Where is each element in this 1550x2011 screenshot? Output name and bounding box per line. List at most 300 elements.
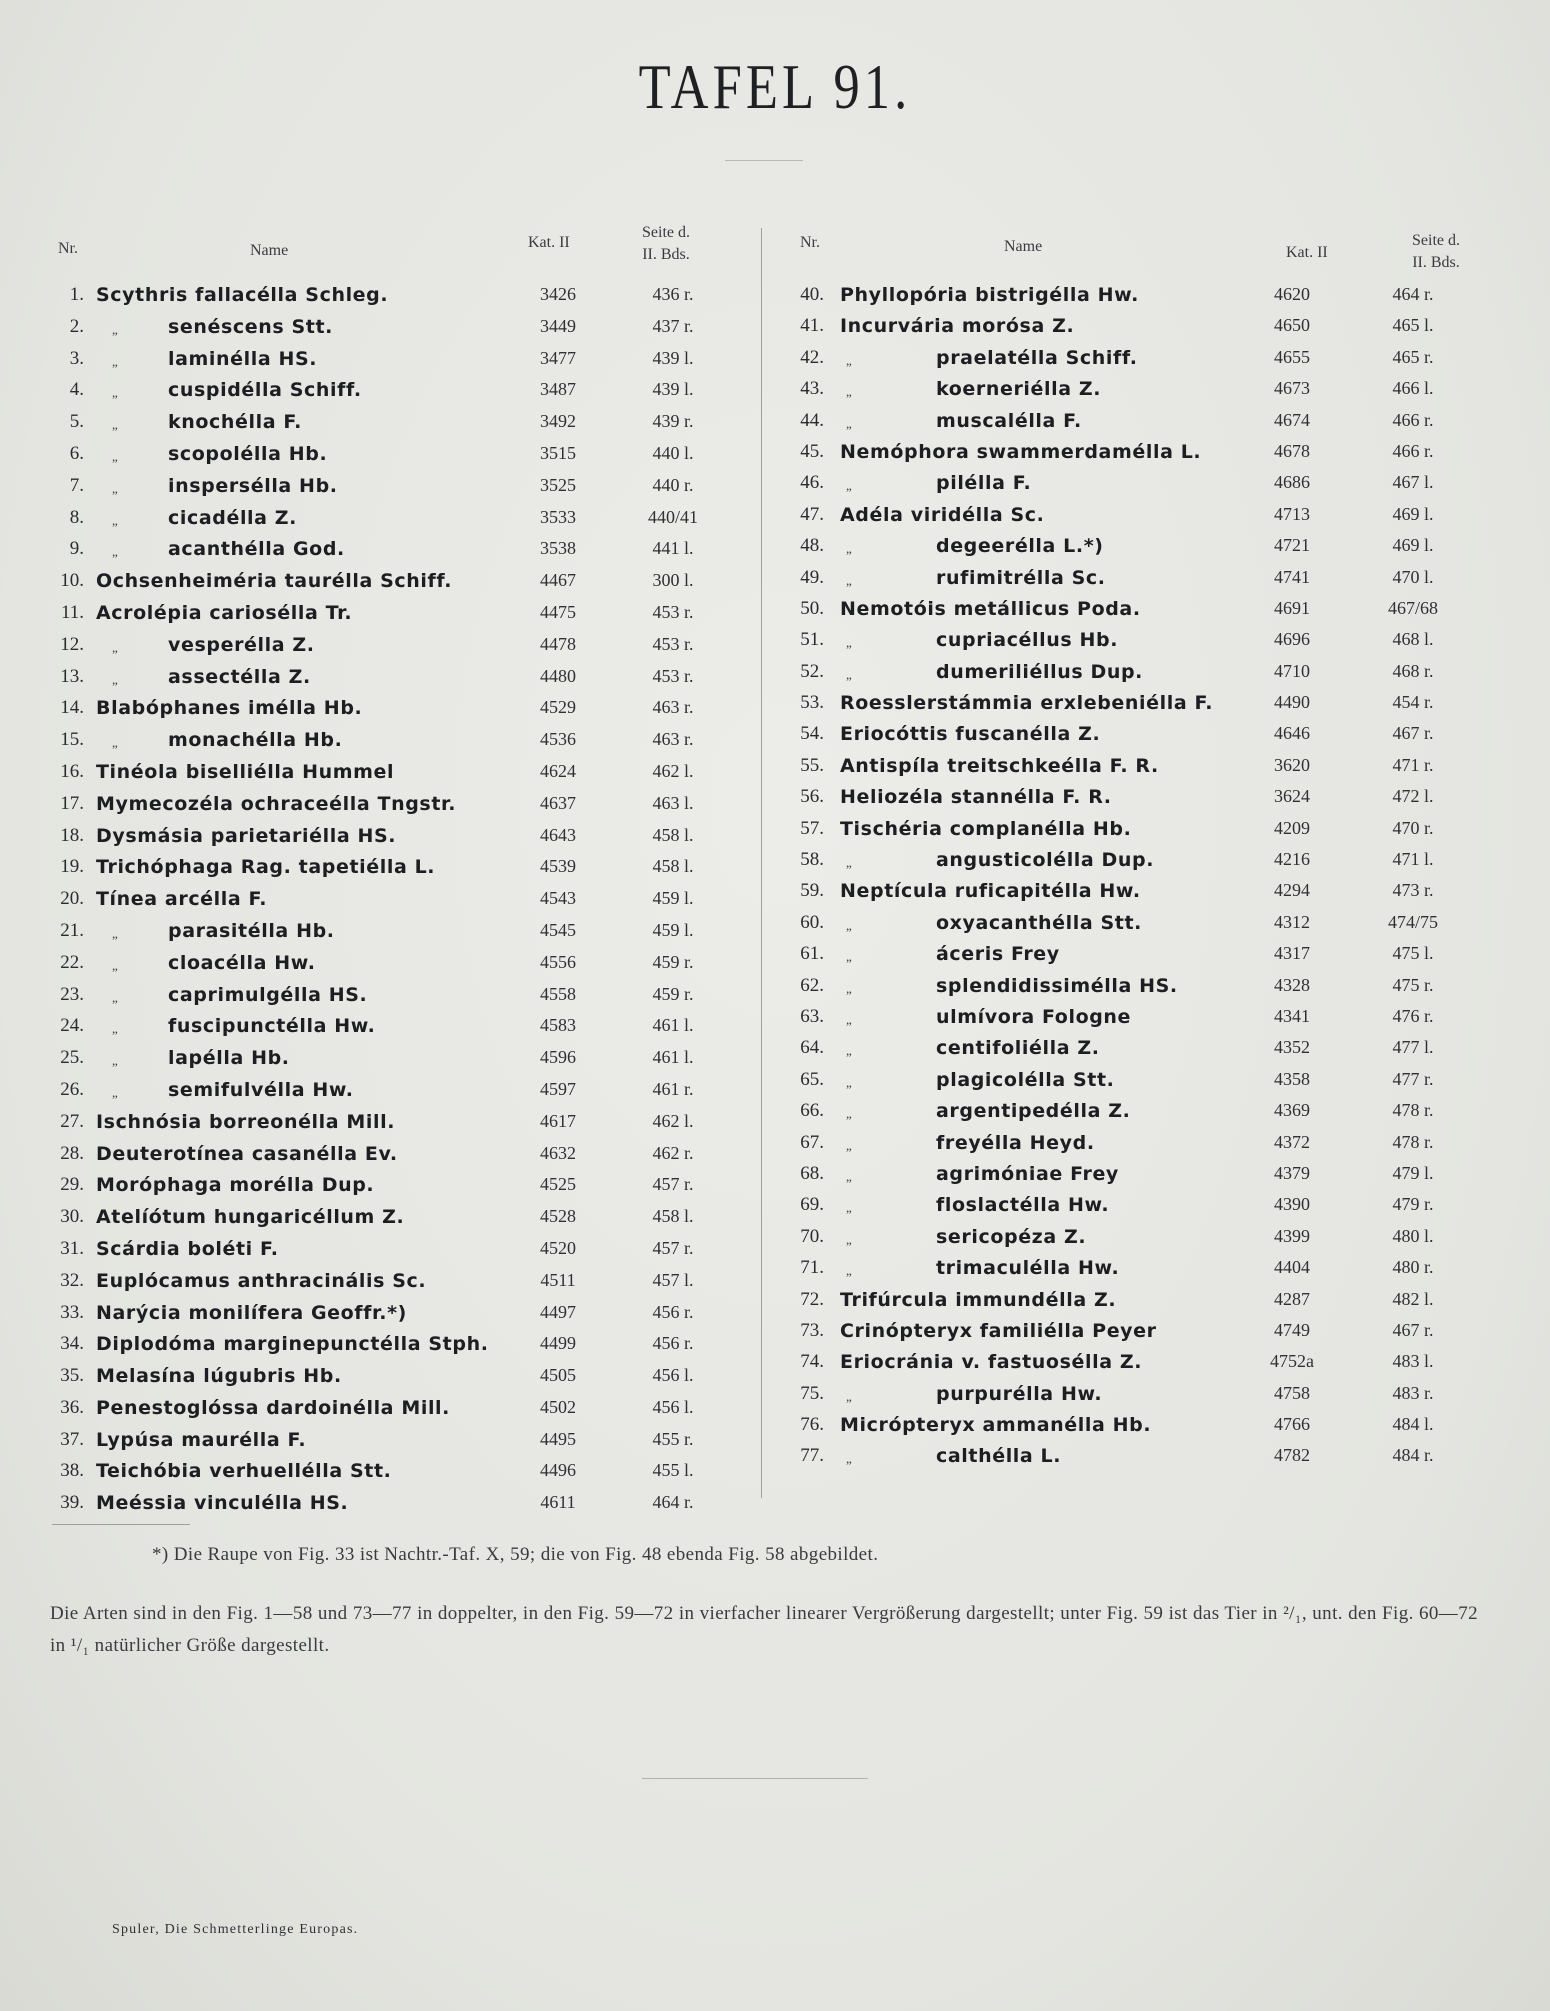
species-name: koerneriélla Z. <box>936 378 1102 401</box>
table-row <box>50 1488 750 1520</box>
ditto-mark: „ <box>846 1011 852 1027</box>
row-number: 7. <box>69 474 84 496</box>
species-name: knochélla F. <box>168 411 302 434</box>
table-row <box>50 630 750 662</box>
page-reference: 474/75 <box>1387 911 1438 932</box>
row-number: 70. <box>800 1225 824 1247</box>
species-name: fuscipunctélla Hw. <box>168 1015 376 1038</box>
table-row <box>50 916 750 948</box>
ditto-mark: „ <box>846 666 852 682</box>
page-reference: 439 r. <box>652 411 694 432</box>
row-number: 9. <box>69 538 84 560</box>
catalog-number: 4678 <box>1274 440 1310 461</box>
page-reference: 466 r. <box>1392 409 1434 430</box>
table-row <box>790 814 1500 845</box>
header-seite-line1: Seite d. <box>642 224 690 241</box>
ditto-mark: „ <box>846 1200 852 1216</box>
page-reference: 478 r. <box>1392 1131 1434 1152</box>
table-row <box>790 343 1500 374</box>
table-row <box>790 1253 1500 1284</box>
species-name: vesperélla Z. <box>168 633 315 656</box>
ditto-mark: „ <box>112 321 118 337</box>
table-row <box>50 1043 750 1075</box>
species-name: plagicolélla Stt. <box>936 1068 1115 1091</box>
species-name: cupriacéllus Hb. <box>936 629 1119 652</box>
page-reference: 461 l. <box>652 1015 694 1036</box>
page-reference: 456 r. <box>652 1333 694 1354</box>
species-name: Acrolépia cariosélla Tr. <box>96 601 353 624</box>
page-reference: 439 l. <box>652 379 694 400</box>
table-row <box>50 789 750 821</box>
page-reference: 469 l. <box>1392 535 1434 556</box>
table-row <box>790 1222 1500 1253</box>
catalog-number: 4597 <box>540 1078 576 1099</box>
page-reference: 458 l. <box>652 856 694 877</box>
publisher-line: Spuler, Die Schmetterlinge Europas. <box>112 1922 359 1937</box>
row-number: 38. <box>60 1460 84 1482</box>
table-row <box>50 344 750 376</box>
table-row <box>790 1065 1500 1096</box>
ditto-mark: „ <box>112 925 118 941</box>
header-name: Name <box>1004 238 1043 255</box>
catalog-number: 3492 <box>540 411 576 432</box>
footnote-divider <box>52 1524 190 1525</box>
page-reference: 436 r. <box>652 284 694 304</box>
row-number: 61. <box>800 943 824 965</box>
row-number: 15. <box>60 729 84 751</box>
header-nr: Nr. <box>800 234 820 251</box>
species-name: Neptícula ruficapitélla Hw. <box>840 880 1141 903</box>
row-number: 10. <box>60 570 84 592</box>
catalog-number: 4782 <box>1274 1445 1310 1466</box>
catalog-number: 3487 <box>540 379 576 400</box>
species-name: Trifúrcula immundélla Z. <box>840 1288 1117 1311</box>
table-row <box>50 1361 750 1393</box>
species-table-left <box>50 220 750 1520</box>
catalog-number: 4646 <box>1274 723 1310 744</box>
row-number: 26. <box>60 1078 84 1100</box>
species-name: monachélla Hb. <box>168 729 343 752</box>
page-reference: 456 r. <box>652 1301 694 1322</box>
table-row <box>50 1298 750 1330</box>
species-name: cicadélla Z. <box>168 506 298 529</box>
row-number: 45. <box>800 440 824 462</box>
row-number: 53. <box>800 692 824 714</box>
title-divider <box>725 160 803 161</box>
row-number: 46. <box>800 472 824 494</box>
table-row <box>790 971 1500 1002</box>
species-name: splendidissimélla HS. <box>936 974 1178 997</box>
species-name: praelatélla Schiff. <box>936 346 1138 369</box>
table-row <box>50 375 750 407</box>
catalog-number: 4287 <box>1274 1288 1310 1309</box>
catalog-number: 4328 <box>1274 974 1310 995</box>
table-header-left <box>50 220 750 280</box>
row-number: 2. <box>69 315 84 337</box>
catalog-number: 3515 <box>540 442 576 463</box>
ditto-mark: „ <box>846 1043 852 1059</box>
table-row <box>790 1033 1500 1064</box>
header-kat: Kat. II <box>528 234 570 251</box>
species-name: Incurvária morósa Z. <box>840 315 1075 338</box>
page-reference: 456 l. <box>652 1396 694 1417</box>
row-number: 64. <box>800 1037 824 1059</box>
page-reference: 455 r. <box>652 1428 694 1449</box>
species-table-right <box>790 220 1500 1473</box>
row-number: 29. <box>60 1174 84 1196</box>
table-row <box>50 471 750 503</box>
table-row <box>50 534 750 566</box>
page-reference: 479 r. <box>1392 1194 1434 1215</box>
species-name: acanthélla God. <box>168 538 345 561</box>
page-reference: 461 r. <box>652 1078 694 1099</box>
header-seite-line1: Seite d. <box>1412 232 1460 249</box>
table-row <box>790 1159 1500 1190</box>
catalog-number: 4539 <box>540 856 576 877</box>
page-reference: 470 l. <box>1392 566 1434 587</box>
page-reference: 453 r. <box>652 601 694 622</box>
page-reference: 483 l. <box>1392 1351 1434 1372</box>
species-name: Dysmásia parietariélla HS. <box>96 824 397 847</box>
page-reference: 457 l. <box>652 1269 694 1290</box>
table-row <box>50 1139 750 1171</box>
species-name: caprimulgélla HS. <box>168 983 368 1006</box>
page-reference: 484 l. <box>1392 1414 1434 1435</box>
ditto-mark: „ <box>112 417 118 433</box>
species-name: Phyllopória bistrigélla Hw. <box>840 284 1139 306</box>
species-name: Deuterotínea casanélla Ev. <box>96 1142 398 1165</box>
ditto-mark: „ <box>846 917 852 933</box>
catalog-number: 3426 <box>540 284 576 304</box>
catalog-number: 4611 <box>540 1492 576 1513</box>
page-reference: 437 r. <box>652 315 694 336</box>
row-number: 52. <box>800 660 824 682</box>
catalog-number: 4617 <box>540 1110 576 1131</box>
species-name: Roesslerstámmia erxlebeniélla F. <box>840 692 1214 715</box>
species-name: assectélla Z. <box>168 665 311 688</box>
row-number: 62. <box>800 974 824 996</box>
catalog-number: 4674 <box>1274 409 1310 430</box>
table-row <box>790 908 1500 939</box>
catalog-number: 4379 <box>1274 1162 1310 1183</box>
species-name: argentipedélla Z. <box>936 1100 1131 1123</box>
row-number: 1. <box>69 284 84 305</box>
row-number: 20. <box>60 888 84 910</box>
ditto-mark: „ <box>112 480 118 496</box>
species-name: Mymecozéla ochraceélla Tngstr. <box>96 792 457 815</box>
ditto-mark: „ <box>846 1074 852 1090</box>
catalog-number: 4312 <box>1274 911 1310 932</box>
table-row <box>50 662 750 694</box>
catalog-number: 4758 <box>1274 1382 1310 1403</box>
row-number: 60. <box>800 911 824 933</box>
catalog-number: 4710 <box>1274 660 1310 681</box>
table-row <box>50 1234 750 1266</box>
species-name: semifulvélla Hw. <box>168 1078 354 1101</box>
table-row <box>50 1393 750 1425</box>
page-reference: 467 r. <box>1392 723 1434 744</box>
row-number: 71. <box>800 1257 824 1279</box>
catalog-number: 4467 <box>540 570 576 591</box>
catalog-number: 3533 <box>540 506 576 527</box>
row-number: 36. <box>60 1396 84 1418</box>
species-name: angusticolélla Dup. <box>936 849 1155 872</box>
row-number: 57. <box>800 817 824 839</box>
species-name: áceris Frey <box>936 943 1060 966</box>
ditto-mark: „ <box>846 1231 852 1247</box>
ditto-mark: „ <box>112 957 118 973</box>
catalog-number: 3624 <box>1274 786 1310 807</box>
row-number: 28. <box>60 1142 84 1164</box>
table-row <box>50 757 750 789</box>
species-name: parasitélla Hb. <box>168 919 335 942</box>
page-reference: 467 r. <box>1392 1319 1434 1340</box>
species-name: sericopéza Z. <box>936 1225 1087 1248</box>
catalog-number: 4480 <box>540 665 576 686</box>
ditto-mark: „ <box>112 989 118 1005</box>
page-reference: 453 r. <box>652 665 694 686</box>
catalog-number: 4505 <box>540 1365 576 1386</box>
ditto-mark: „ <box>846 1168 852 1184</box>
row-number: 54. <box>800 723 824 745</box>
catalog-number: 4499 <box>540 1333 576 1354</box>
header-name: Name <box>250 242 289 259</box>
table-row <box>790 1441 1500 1472</box>
table-row <box>50 1456 750 1488</box>
catalog-number: 4490 <box>1274 692 1310 713</box>
table-row <box>790 751 1500 782</box>
page-reference: 462 l. <box>652 760 694 781</box>
species-name: Tischéria complanélla Hb. <box>840 817 1132 840</box>
species-name: rufimitrélla Sc. <box>936 566 1106 589</box>
row-number: 72. <box>800 1288 824 1310</box>
catalog-number: 4637 <box>540 792 576 813</box>
page-reference: 464 r. <box>652 1492 694 1513</box>
catalog-number: 4556 <box>540 951 576 972</box>
row-number: 56. <box>800 786 824 808</box>
catalog-number: 4543 <box>540 888 576 909</box>
rows-left <box>50 280 750 1520</box>
row-number: 31. <box>60 1237 84 1259</box>
header-nr: Nr. <box>58 240 78 257</box>
footnote: *) Die Raupe von Fig. 33 ist Nachtr.-Taf. X, 59; die von Fig. 48 ebenda Fig. 58 abgebildet. <box>152 1544 879 1565</box>
page-reference: 459 r. <box>652 983 694 1004</box>
table-row <box>50 1107 750 1139</box>
catalog-number: 4497 <box>540 1301 576 1322</box>
row-number: 73. <box>800 1319 824 1341</box>
species-name: Scárdia boléti F. <box>96 1237 279 1260</box>
ditto-mark: „ <box>112 1021 118 1037</box>
plate-title: TAFEL 91. <box>638 51 912 122</box>
catalog-number: 4525 <box>540 1174 576 1195</box>
species-name: calthélla L. <box>936 1445 1062 1468</box>
table-row <box>50 439 750 471</box>
table-row <box>790 657 1500 688</box>
table-row <box>50 948 750 980</box>
species-name: trimaculélla Hw. <box>936 1257 1120 1280</box>
page-reference: 463 l. <box>652 792 694 813</box>
page-reference: 477 r. <box>1392 1068 1434 1089</box>
page-reference: 475 l. <box>1392 943 1434 964</box>
row-number: 33. <box>60 1301 84 1323</box>
row-number: 49. <box>800 566 824 588</box>
row-number: 4. <box>69 379 84 401</box>
catalog-number: 4358 <box>1274 1068 1310 1089</box>
species-name: purpurélla Hw. <box>936 1382 1103 1405</box>
ditto-mark: „ <box>846 980 852 996</box>
catalog-number: 4352 <box>1274 1037 1310 1058</box>
row-number: 50. <box>800 597 824 619</box>
species-name: lapélla Hb. <box>168 1047 290 1070</box>
species-name: Tinéola biselliélla Hummel <box>96 760 395 783</box>
page-reference: 476 r. <box>1392 1005 1434 1026</box>
table-row <box>790 876 1500 907</box>
row-number: 19. <box>60 856 84 878</box>
catalog-number: 3449 <box>540 315 576 336</box>
row-number: 63. <box>800 1005 824 1027</box>
row-number: 48. <box>800 535 824 557</box>
row-number: 37. <box>60 1428 84 1450</box>
species-name: Blabóphanes imélla Hb. <box>96 697 363 720</box>
row-number: 24. <box>60 1015 84 1037</box>
row-number: 35. <box>60 1365 84 1387</box>
catalog-number: 4686 <box>1274 472 1310 493</box>
catalog-number: 4721 <box>1274 535 1310 556</box>
catalog-number: 4369 <box>1274 1100 1310 1121</box>
ditto-mark: „ <box>846 1451 852 1467</box>
ditto-mark: „ <box>846 855 852 871</box>
page-reference: 441 l. <box>652 538 694 559</box>
ditto-mark: „ <box>846 384 852 400</box>
table-row <box>790 1285 1500 1316</box>
ditto-mark: „ <box>846 415 852 431</box>
ditto-mark: „ <box>112 671 118 687</box>
page-reference: 462 l. <box>652 1110 694 1131</box>
catalog-number: 4528 <box>540 1206 576 1227</box>
row-number: 25. <box>60 1047 84 1069</box>
row-number: 40. <box>800 284 824 305</box>
table-row <box>50 1266 750 1298</box>
page-reference: 469 l. <box>1392 503 1434 524</box>
species-name: Nemóphora swammerdamélla L. <box>840 440 1202 463</box>
row-number: 18. <box>60 824 84 846</box>
page-reference: 457 r. <box>652 1174 694 1195</box>
page-reference: 459 l. <box>652 919 694 940</box>
species-name: pilélla F. <box>936 472 1032 495</box>
catalog-number: 3525 <box>540 474 576 495</box>
catalog-number: 4632 <box>540 1142 576 1163</box>
header-seite-line2: II. Bds. <box>642 246 690 263</box>
page-reference: 458 l. <box>652 824 694 845</box>
table-row <box>790 437 1500 468</box>
catalog-number: 4536 <box>540 729 576 750</box>
table-row <box>50 598 750 630</box>
ditto-mark: „ <box>112 385 118 401</box>
species-name: muscalélla F. <box>936 409 1082 432</box>
row-number: 65. <box>800 1068 824 1090</box>
table-row <box>50 407 750 439</box>
end-divider <box>642 1778 868 1779</box>
row-number: 34. <box>60 1333 84 1355</box>
catalog-number: 4390 <box>1274 1194 1310 1215</box>
catalog-number: 4404 <box>1274 1257 1310 1278</box>
row-number: 59. <box>800 880 824 902</box>
page-reference: 466 l. <box>1392 378 1434 399</box>
catalog-number: 4520 <box>540 1237 576 1258</box>
page-reference: 470 r. <box>1392 817 1434 838</box>
ditto-mark: „ <box>112 448 118 464</box>
page-reference: 468 l. <box>1392 629 1434 650</box>
row-number: 3. <box>69 347 84 369</box>
catalog-number: 4545 <box>540 919 576 940</box>
table-row <box>790 625 1500 656</box>
catalog-number: 4583 <box>540 1015 576 1036</box>
page-reference: 300 l. <box>652 570 694 591</box>
table-row <box>50 1075 750 1107</box>
magnification-note: Die Arten sind in den Fig. 1—58 und 73—77 in doppelter, in den Fig. 59—72 in vierfacher linearer Vergrößerung dargestellt; unter Fig. 59 ist das Tier in ²/₁, unt. den Fig. 60—72 in ¹/₁ natürlicher Größe dargestellt. <box>50 1603 1478 1656</box>
page-reference: 484 r. <box>1392 1445 1434 1466</box>
catalog-number: 4643 <box>540 824 576 845</box>
page-reference: 462 r. <box>652 1142 694 1163</box>
species-name: senéscens Stt. <box>168 315 333 338</box>
catalog-number: 4620 <box>1274 284 1310 304</box>
page-reference: 459 r. <box>652 951 694 972</box>
row-number: 77. <box>800 1445 824 1467</box>
page-reference: 466 r. <box>1392 440 1434 461</box>
row-number: 32. <box>60 1269 84 1291</box>
catalog-number: 4696 <box>1274 629 1310 650</box>
page-reference: 478 r. <box>1392 1100 1434 1121</box>
catalog-number: 4478 <box>540 633 576 654</box>
page-reference: 440 r. <box>652 474 694 495</box>
table-row <box>790 406 1500 437</box>
table-row <box>50 503 750 535</box>
species-name: Eriocránia v. fastuosélla Z. <box>840 1351 1143 1374</box>
table-row <box>50 725 750 757</box>
catalog-number: 4596 <box>540 1047 576 1068</box>
table-row <box>50 884 750 916</box>
species-name: Nemotóis metállicus Poda. <box>840 597 1141 620</box>
row-number: 8. <box>69 506 84 528</box>
species-name: Melasína lúgubris Hb. <box>96 1365 342 1388</box>
species-name: agrimóniae Frey <box>936 1162 1119 1185</box>
species-name: Penestoglóssa dardoinélla Mill. <box>96 1396 450 1419</box>
species-name: Diplodóma marginepunctélla Stph. <box>96 1333 489 1356</box>
species-name: Adéla viridélla Sc. <box>840 503 1045 526</box>
ditto-mark: „ <box>112 512 118 528</box>
species-name: floslactélla Hw. <box>936 1194 1110 1217</box>
row-number: 75. <box>800 1382 824 1404</box>
row-number: 41. <box>800 315 824 337</box>
table-row <box>790 939 1500 970</box>
species-name: Ochsenheiméria taurélla Schiff. <box>96 570 453 593</box>
species-name: Lypúsa maurélla F. <box>96 1428 307 1451</box>
species-name: Antispíla treitschkeélla F. R. <box>840 754 1159 777</box>
ditto-mark: „ <box>846 1137 852 1153</box>
catalog-number: 4558 <box>540 983 576 1004</box>
page-reference: 471 r. <box>1392 754 1434 775</box>
catalog-number: 4624 <box>540 760 576 781</box>
page-reference: 439 l. <box>652 347 694 368</box>
row-number: 14. <box>60 697 84 719</box>
ditto-mark: „ <box>846 1106 852 1122</box>
table-row <box>790 1096 1500 1127</box>
table-row <box>790 1002 1500 1033</box>
page-reference: 463 r. <box>652 697 694 718</box>
catalog-number: 4216 <box>1274 849 1310 870</box>
species-name: Moróphaga morélla Dup. <box>96 1174 375 1197</box>
catalog-number: 4475 <box>540 601 576 622</box>
